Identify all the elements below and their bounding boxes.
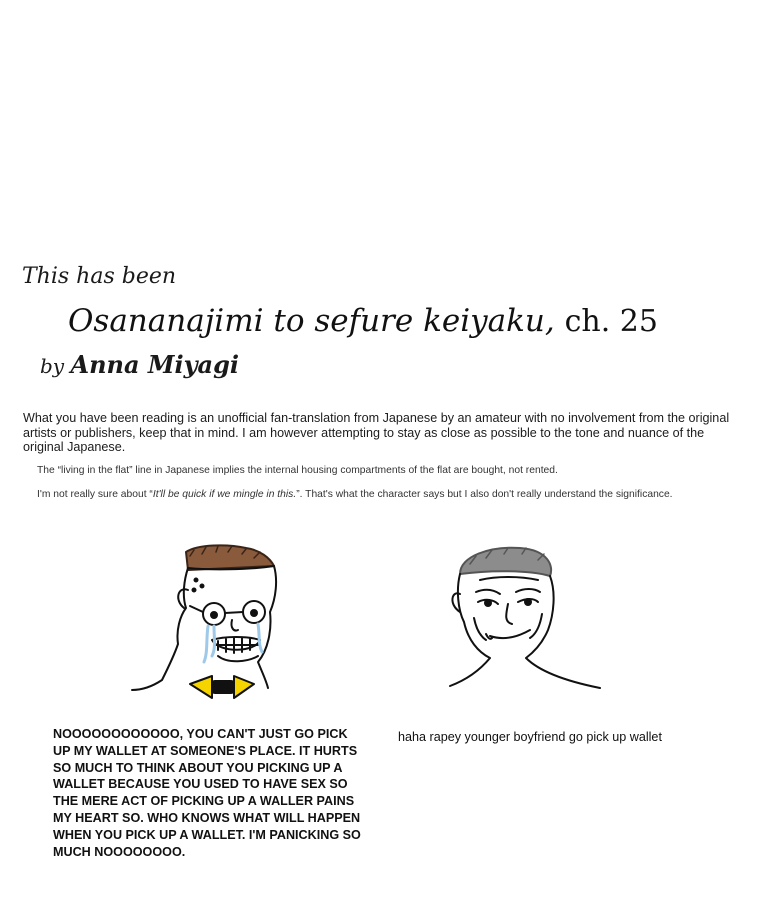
credits-author-row [40, 350, 239, 379]
note2-quote: It'll be quick if we mingle in this. [152, 489, 297, 500]
meme-left-caption: NOOOOOOOOOOOO, YOU CAN'T JUST GO PICK UP MY WALLET AT SOMEONE'S PLACE. IT HURTS SO MUCH TO THINK ABOUT YOU PICKING UP A WALLET BECAUSE YOU USED TO HAVE SEX SO THE MERE ACT OF PICKING UP A WALLER PAINS MY HEART SO. WHO KNOWS WHAT WILL HAPPEN WHEN YOU PICK UP A WALLET. I'M PANICKING SO MUCH NOOOOOOOO. [53, 727, 361, 859]
author-name: Anna Miyagi [70, 350, 239, 379]
translator-note-2 [37, 489, 673, 500]
note2-prefix: I'm not really sure about “ [37, 489, 153, 500]
meme-right-caption: haha rapey younger boyfriend go pick up wallet [398, 730, 662, 744]
by-label: by [40, 354, 65, 378]
chapter-number: ch. 25 [564, 304, 658, 339]
smug-wojak-drawing [430, 540, 630, 700]
credits-intro-line: This has been [22, 264, 177, 289]
note2-suffix: ”. That's what the character says but I also don't really understand the significance. [296, 489, 673, 500]
series-title: Osananajimi to sefure keiyaku, [68, 303, 555, 339]
translation-disclaimer: What you have been reading is an unofficial fan-translation from Japanese by an amateur with no involvement from the original artists or publishers, keep that in mind. I am however attempting to stay as close as possible to the tone and nuance of the original Japanese. [23, 411, 730, 455]
translator-note-1: The “living in the flat” line in Japanese implies the internal housing compartments of the flat are bought, not rented. [37, 465, 558, 476]
crying-nerd-wojak-drawing [128, 540, 288, 710]
credits-title-row [68, 303, 658, 339]
